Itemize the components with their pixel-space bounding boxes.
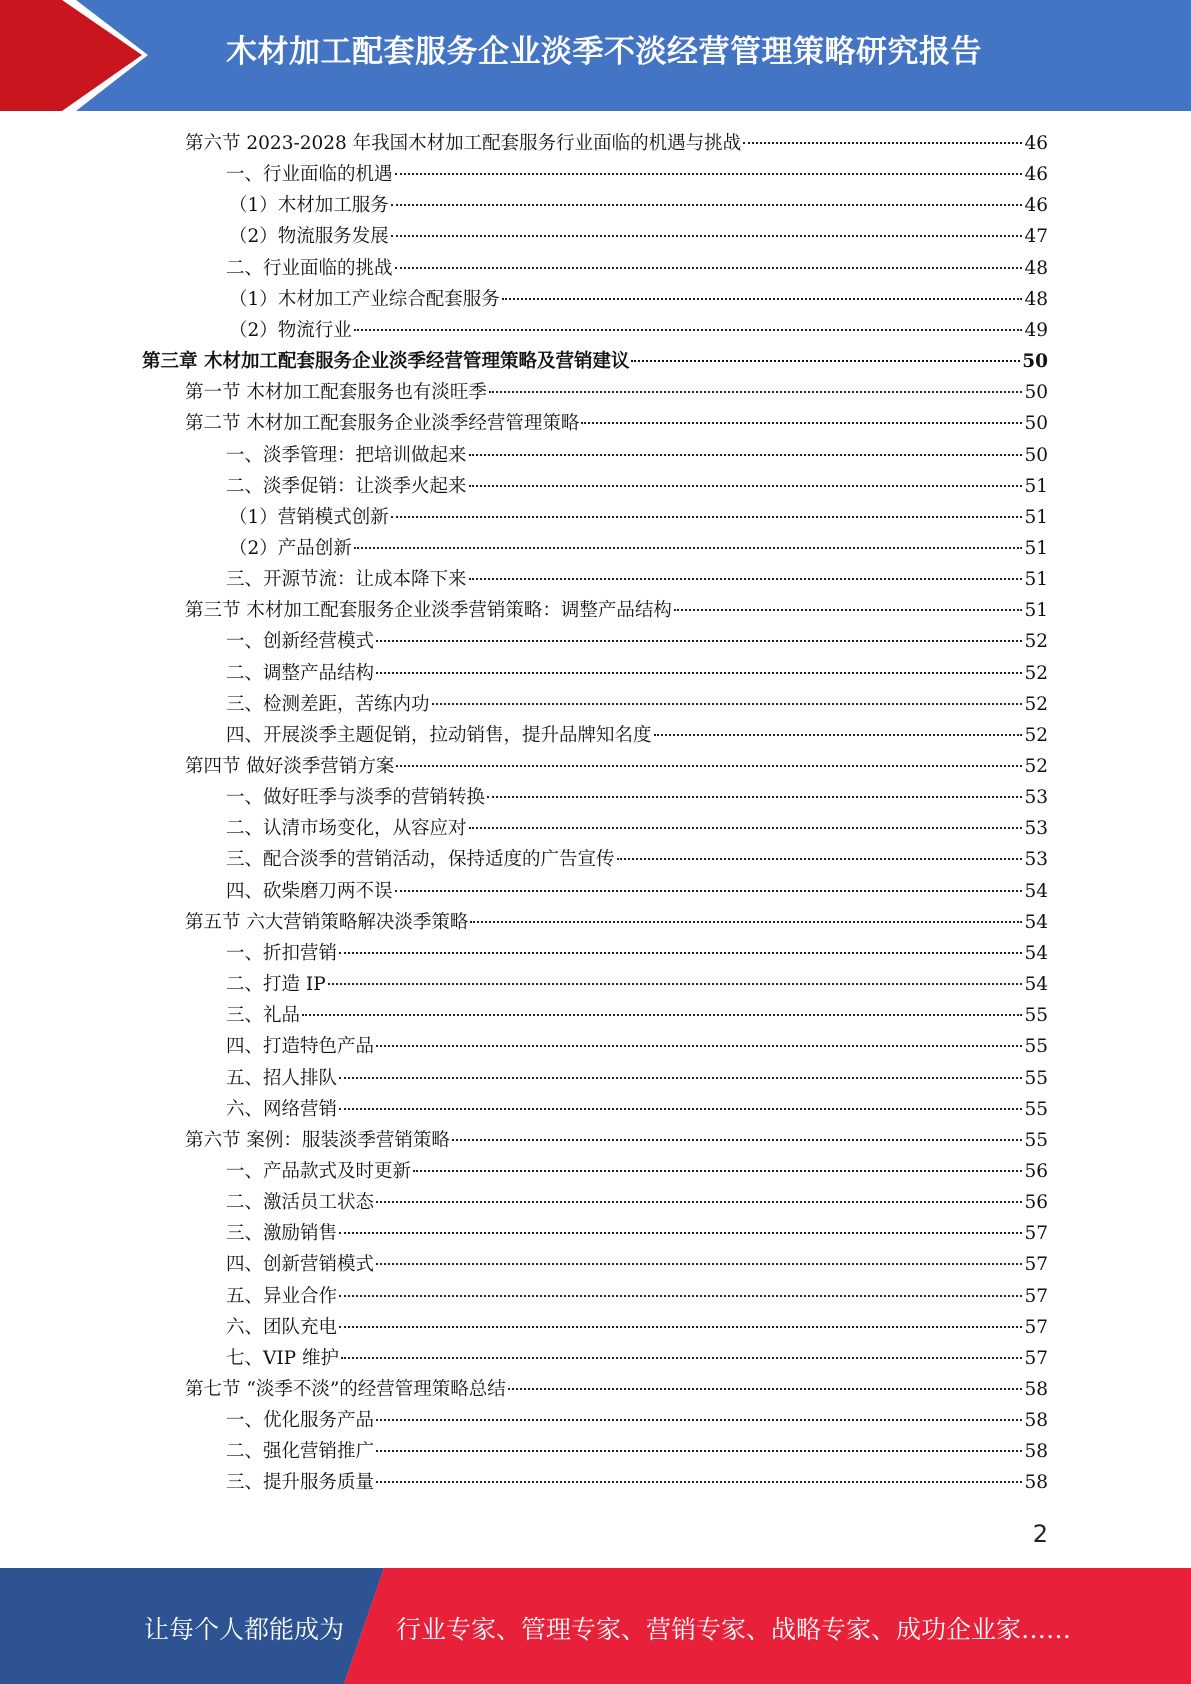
toc-entry-label: 一、折扣营销: [226, 942, 338, 964]
toc-entry-label: 第五节 六大营销策略解决淡季策略: [185, 911, 469, 933]
toc-entry[interactable]: [226, 1156, 1048, 1187]
toc-entry-label: 四、开展淡季主题促销，拉动销售，提升品牌知名度: [226, 724, 652, 746]
toc-entry[interactable]: [226, 938, 1048, 969]
toc-entry-label: （1）木材加工产业综合配套服务: [229, 288, 500, 310]
toc-entry-page: 53: [1024, 849, 1048, 871]
toc-entry-page: 50: [1024, 444, 1048, 466]
toc-dot-leader: [502, 298, 1023, 300]
toc-entry-label: 二、淡季促销：让淡季火起来: [226, 475, 467, 497]
toc-entry[interactable]: [226, 253, 1048, 284]
toc-entry[interactable]: [185, 595, 1048, 626]
toc-entry-page: 50: [1022, 351, 1048, 373]
toc-entry-label: （2）物流服务发展: [229, 226, 389, 248]
toc-entry-page: 57: [1024, 1285, 1048, 1307]
toc-entry-page: 46: [1024, 164, 1048, 186]
toc-dot-leader: [674, 609, 1023, 611]
footer-banner: [0, 1568, 1191, 1684]
toc-entry-page: 58: [1024, 1472, 1048, 1494]
toc-entry-page: 50: [1024, 382, 1048, 404]
toc-entry[interactable]: [226, 1031, 1048, 1062]
toc-entry-page: 50: [1024, 413, 1048, 435]
toc-entry[interactable]: [226, 1249, 1048, 1280]
toc-entry-label: 二、打造 IP: [226, 974, 326, 996]
toc-entry-page: 57: [1024, 1316, 1048, 1338]
toc-entry-label: （2）物流行业: [229, 319, 352, 341]
footer-slogan-right: 行业专家、管理专家、营销专家、战略专家、成功企业家……: [396, 1615, 1072, 1644]
toc-entry-page: 55: [1024, 1005, 1048, 1027]
toc-dot-leader: [339, 1295, 1022, 1297]
toc-entry-label: 七、VIP 维护: [226, 1347, 339, 1369]
toc-entry-label: 三、激励销售: [226, 1223, 338, 1245]
toc-entry-page: 51: [1024, 475, 1048, 497]
toc-dot-leader: [339, 1108, 1022, 1110]
toc-dot-leader: [469, 578, 1023, 580]
toc-entry[interactable]: [226, 626, 1048, 657]
toc-entry-page: 55: [1024, 1098, 1048, 1120]
toc-entry-label: 六、团队充电: [226, 1316, 338, 1338]
toc-entry[interactable]: [226, 844, 1048, 875]
toc-entry[interactable]: [226, 1343, 1048, 1374]
toc-entry-page: 46: [1024, 133, 1048, 154]
toc-dot-leader: [395, 267, 1023, 269]
toc-entry-page: 48: [1024, 257, 1048, 279]
toc-entry[interactable]: [185, 1374, 1048, 1405]
toc-dot-leader: [376, 1481, 1022, 1483]
toc-dot-leader: [743, 142, 1022, 144]
toc-entry-label: 二、强化营销推广: [226, 1441, 375, 1463]
toc-entry-label: 一、做好旺季与淡季的营销转换: [226, 787, 486, 809]
toc-entry-label: 一、产品款式及时更新: [226, 1160, 412, 1182]
toc-entry-page: 54: [1024, 942, 1048, 964]
toc-entry-page: 52: [1024, 662, 1048, 684]
toc-entry-label: 一、优化服务产品: [226, 1410, 375, 1432]
toc-entry[interactable]: [229, 284, 1048, 315]
toc-entry-label: 三、检测差距，苦练内功: [226, 693, 430, 715]
toc-entry[interactable]: [226, 440, 1048, 471]
toc-entry[interactable]: [226, 876, 1048, 907]
toc-dot-leader: [339, 1077, 1022, 1079]
toc-entry-page: 54: [1024, 911, 1048, 933]
toc-entry-label: （1）木材加工服务: [229, 195, 389, 217]
toc-dot-leader: [376, 1419, 1022, 1421]
toc-dot-leader: [452, 1139, 1023, 1141]
toc-entry[interactable]: [226, 1281, 1048, 1312]
toc-entry-label: 一、创新经营模式: [226, 631, 375, 653]
toc-dot-leader: [339, 1326, 1022, 1328]
toc-entry-label: 二、激活员工状态: [226, 1192, 375, 1214]
toc-entry-label: 四、砍柴磨刀两不误: [226, 880, 393, 902]
toc-dot-leader: [469, 827, 1023, 829]
toc-entry-page: 57: [1024, 1223, 1048, 1245]
toc-entry[interactable]: [226, 720, 1048, 751]
toc-entry-label: 第三节 木材加工配套服务企业淡季营销策略：调整产品结构: [185, 600, 672, 622]
header-banner: [0, 0, 1191, 111]
toc-entry-label: （1）营销模式创新: [229, 506, 389, 528]
toc-dot-leader: [376, 1201, 1022, 1203]
toc-entry[interactable]: [185, 751, 1048, 782]
toc-entry-page: 58: [1024, 1441, 1048, 1463]
toc-entry-page: 46: [1024, 195, 1048, 217]
toc-entry-label: （2）产品创新: [229, 537, 352, 559]
toc-entry-label: 一、淡季管理：把培训做起来: [226, 444, 467, 466]
toc-entry-page: 56: [1024, 1192, 1048, 1214]
toc-entry-label: 第六节 案例：服装淡季营销策略: [185, 1129, 450, 1151]
footer-slogan-left: 让每个人都能成为: [144, 1615, 345, 1644]
toc-entry[interactable]: [142, 346, 1048, 377]
toc-entry-label: 四、创新营销模式: [226, 1254, 375, 1276]
toc-dot-leader: [341, 1357, 1022, 1359]
toc-entry[interactable]: [226, 1312, 1048, 1343]
toc-dot-leader: [302, 1014, 1022, 1016]
toc-entry-label: 四、打造特色产品: [226, 1036, 375, 1058]
toc-dot-leader: [354, 547, 1023, 549]
toc-entry-label: 第七节 “淡季不淡”的经营管理策略总结: [185, 1379, 506, 1400]
toc-entry[interactable]: [229, 315, 1048, 346]
toc-entry[interactable]: [226, 689, 1048, 720]
toc-entry-label: 第三章 木材加工配套服务企业淡季经营管理策略及营销建议: [142, 351, 630, 373]
toc-dot-leader: [617, 858, 1023, 860]
toc-dot-leader: [376, 1045, 1022, 1047]
toc-entry[interactable]: [185, 408, 1048, 439]
toc-entry-page: 54: [1024, 880, 1048, 902]
toc-entry-page: 58: [1024, 1410, 1048, 1432]
toc-entry[interactable]: [226, 1187, 1048, 1218]
toc-entry[interactable]: [226, 1218, 1048, 1249]
toc-dot-leader: [376, 640, 1022, 642]
toc-entry-page: 52: [1024, 631, 1048, 653]
toc-entry[interactable]: [226, 564, 1048, 595]
toc-entry-label: 三、配合淡季的营销活动，保持适度的广告宣传: [226, 849, 615, 871]
toc-dot-leader: [432, 703, 1023, 705]
toc-dot-leader: [339, 1232, 1022, 1234]
toc-entry[interactable]: [185, 377, 1048, 408]
toc-entry-page: 55: [1024, 1129, 1048, 1151]
toc-entry[interactable]: [226, 471, 1048, 502]
toc-dot-leader: [396, 765, 1022, 767]
toc-dot-leader: [395, 173, 1023, 175]
toc-entry-page: 52: [1024, 756, 1048, 777]
toc-entry-label: 第二节 木材加工配套服务企业淡季经营管理策略: [185, 413, 580, 435]
toc-dot-leader: [508, 1388, 1023, 1390]
toc-entry-page: 51: [1024, 506, 1048, 528]
toc-entry-page: 54: [1024, 974, 1048, 996]
toc-entry-page: 51: [1024, 537, 1048, 559]
toc-entry[interactable]: [185, 128, 1048, 159]
toc-entry[interactable]: [226, 1467, 1048, 1498]
toc-dot-leader: [470, 921, 1022, 923]
toc-entry[interactable]: [229, 502, 1048, 533]
toc-dot-leader: [654, 734, 1023, 736]
toc-entry-page: 51: [1024, 569, 1048, 591]
toc-entry-label: 第一节 木材加工配套服务也有淡旺季: [185, 382, 487, 404]
toc-entry[interactable]: [229, 533, 1048, 564]
toc-entry-page: 58: [1024, 1379, 1048, 1400]
toc-entry-label: 二、调整产品结构: [226, 662, 375, 684]
toc-entry[interactable]: [226, 1094, 1048, 1125]
page-number: 2: [1032, 1520, 1048, 1548]
toc-entry-label: 第六节 2023-2028 年我国木材加工配套服务行业面临的机遇与挑战: [185, 133, 742, 154]
toc-entry[interactable]: [229, 190, 1048, 221]
toc-entry-label: 五、异业合作: [226, 1285, 338, 1307]
toc-entry[interactable]: [226, 658, 1048, 689]
toc-entry[interactable]: [226, 1000, 1048, 1031]
toc-entry-page: 57: [1024, 1347, 1048, 1369]
toc-entry-label: 五、招人排队: [226, 1067, 338, 1089]
toc-entry-page: 49: [1024, 319, 1048, 341]
toc-entry[interactable]: [226, 1063, 1048, 1094]
toc-dot-leader: [376, 672, 1022, 674]
toc-entry-page: 57: [1024, 1254, 1048, 1276]
toc-dot-leader: [391, 516, 1023, 518]
toc-dot-leader: [376, 1263, 1022, 1265]
toc-entry-label: 二、行业面临的挑战: [226, 257, 393, 279]
toc-entry-page: 56: [1024, 1160, 1048, 1182]
toc-dot-leader: [391, 204, 1023, 206]
toc-entry-page: 48: [1024, 288, 1048, 310]
toc-entry-page: 55: [1024, 1036, 1048, 1058]
toc-entry-label: 六、网络营销: [226, 1098, 338, 1120]
toc-entry[interactable]: [229, 221, 1048, 252]
toc-dot-leader: [469, 454, 1023, 456]
toc-entry-page: 47: [1024, 226, 1048, 248]
toc-dot-leader: [469, 485, 1023, 487]
toc-dot-leader: [395, 890, 1023, 892]
toc-dot-leader: [339, 952, 1022, 954]
toc-entry-page: 52: [1024, 724, 1048, 746]
toc-dot-leader: [328, 983, 1023, 985]
toc-entry-label: 三、礼品: [226, 1005, 301, 1027]
toc-entry[interactable]: [226, 159, 1048, 190]
toc-dot-leader: [391, 235, 1023, 237]
toc-entry[interactable]: [226, 813, 1048, 844]
toc-dot-leader: [581, 422, 1022, 424]
toc-entry-page: 51: [1024, 600, 1048, 622]
toc-entry-label: 第四节 做好淡季营销方案: [185, 756, 395, 777]
toc-entry[interactable]: [185, 1125, 1048, 1156]
toc-entry[interactable]: [185, 907, 1048, 938]
toc-entry-page: 53: [1024, 787, 1048, 809]
toc-entry[interactable]: [226, 969, 1048, 1000]
toc-entry-label: 一、行业面临的机遇: [226, 164, 393, 186]
toc-entry[interactable]: [226, 1405, 1048, 1436]
toc-entry[interactable]: [226, 782, 1048, 813]
toc-entry-page: 52: [1024, 693, 1048, 715]
toc-dot-leader: [354, 329, 1023, 331]
toc-entry-label: 三、开源节流：让成本降下来: [226, 569, 467, 591]
toc-entry-label: 三、提升服务质量: [226, 1472, 375, 1494]
toc-dot-leader: [631, 360, 1020, 362]
toc-dot-leader: [487, 796, 1022, 798]
toc-dot-leader: [413, 1170, 1022, 1172]
toc-entry-page: 53: [1024, 818, 1048, 840]
toc-entry-label: 二、认清市场变化，从容应对: [226, 818, 467, 840]
toc-dot-leader: [489, 391, 1023, 393]
toc-entry-page: 55: [1024, 1067, 1048, 1089]
toc-dot-leader: [376, 1450, 1022, 1452]
report-title: 木材加工配套服务企业淡季不淡经营管理策略研究报告: [226, 34, 982, 70]
toc-entry[interactable]: [226, 1436, 1048, 1467]
